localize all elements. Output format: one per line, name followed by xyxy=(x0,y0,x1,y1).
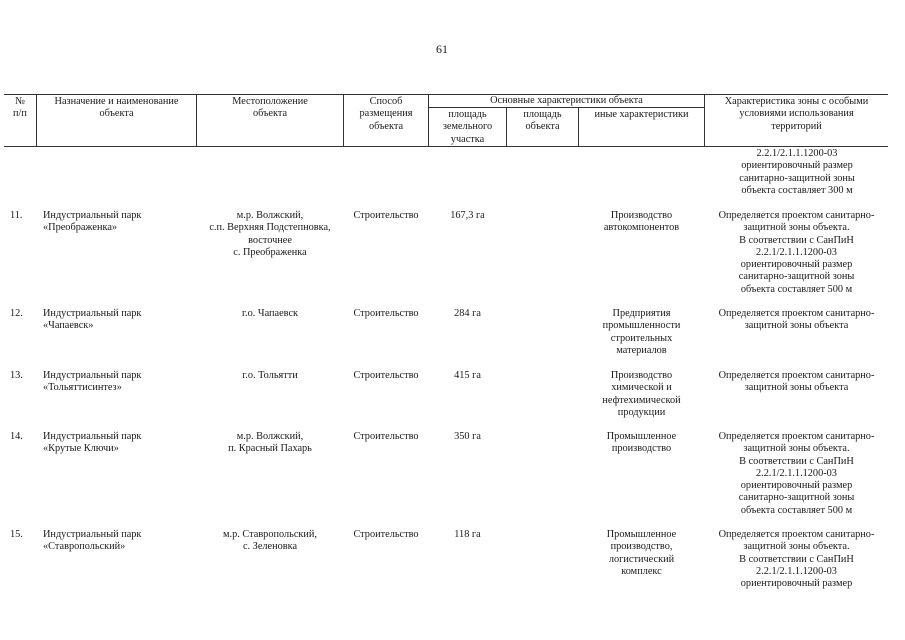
row-method: Строительство xyxy=(353,431,419,442)
header-num: № п/п xyxy=(13,96,27,120)
row-area: 350 га xyxy=(454,431,481,442)
row-zone: Определяется проектом санитарно- защитной зоны объекта. В соответствии с СанПиН 2.2.1/2.1.1.1200-03 ориентировочный размер санитарно-защитной зоны объекта составляет 500 м xyxy=(718,210,875,295)
row-other: Производство химической и нефтехимической продукции xyxy=(602,370,681,418)
row-area: 415 га xyxy=(454,370,481,381)
row-zone: Определяется проектом санитарно- защитной зоны объекта xyxy=(718,370,875,394)
header-location: Местоположение объекта xyxy=(232,96,308,120)
row-name: Индустриальный парк «Чапаевск» xyxy=(43,308,142,332)
row-num: 12. xyxy=(10,308,23,319)
row-method: Строительство xyxy=(353,529,419,540)
header-land-area: площадь земельного участка xyxy=(442,109,493,145)
header-main-characteristics: Основные характеристики объекта xyxy=(490,95,643,106)
row-zone: Определяется проектом санитарно- защитной зоны объекта. В соответствии с СанПиН 2.2.1/2.1.1.1200-03 ориентировочный размер xyxy=(718,529,875,590)
row-name: Индустриальный парк «Ставропольский» xyxy=(43,529,142,553)
row-location: м.р. Волжский, п. Красный Пахарь xyxy=(228,431,312,455)
row-zone: Определяется проектом санитарно- защитной зоны объекта xyxy=(718,308,875,332)
header-name: Назначение и наименование объекта xyxy=(54,96,179,120)
header-other-characteristics: иные характеристики xyxy=(594,109,689,120)
page-number: 61 xyxy=(436,42,448,56)
row-num: 11. xyxy=(10,210,23,221)
row-area: 284 га xyxy=(454,308,481,319)
row-location: г.о. Чапаевск xyxy=(241,308,299,319)
header-method: Способ размещения объекта xyxy=(359,96,413,132)
row-num: 15. xyxy=(10,529,23,540)
row-other: Промышленное производство xyxy=(606,431,677,455)
zone-continuation: 2.2.1/2.1.1.1200-03 ориентировочный размер санитарно-защитной зоны объекта составляет 300 м xyxy=(739,148,855,196)
row-location: м.р. Ставропольский, с. Зеленовка xyxy=(223,529,317,553)
row-name: Индустриальный парк «Крутые Ключи» xyxy=(43,431,142,455)
row-area: 167,3 га xyxy=(450,210,485,221)
row-area: 118 га xyxy=(454,529,481,540)
header-object-area: площадь объекта xyxy=(523,109,562,133)
row-method: Строительство xyxy=(353,210,419,221)
row-other: Промышленное производство, логистический комплекс xyxy=(606,529,677,577)
row-location: м.р. Волжский, с.п. Верхняя Подстепновка, восточнее с. Преображенка xyxy=(209,210,331,258)
row-num: 14. xyxy=(10,431,23,442)
header-bottom-border xyxy=(4,146,888,147)
header-zone: Характеристика зоны с особыми условиями использования территорий xyxy=(724,96,869,132)
row-method: Строительство xyxy=(353,370,419,381)
row-method: Строительство xyxy=(353,308,419,319)
row-name: Индустриальный парк «Тольяттисинтез» xyxy=(43,370,142,394)
row-zone: Определяется проектом санитарно- защитной зоны объекта. В соответствии с СанПиН 2.2.1/2.1.1.1200-03 ориентировочный размер санитарно-защитной зоны объекта составляет 500 м xyxy=(718,431,875,516)
row-other: Производство автокомпонентов xyxy=(603,210,680,234)
row-location: г.о. Тольятти xyxy=(242,370,298,381)
row-name: Индустриальный парк «Преображенка» xyxy=(43,210,142,234)
row-num: 13. xyxy=(10,370,23,381)
row-other: Предприятия промышленности строительных материалов xyxy=(602,308,681,356)
